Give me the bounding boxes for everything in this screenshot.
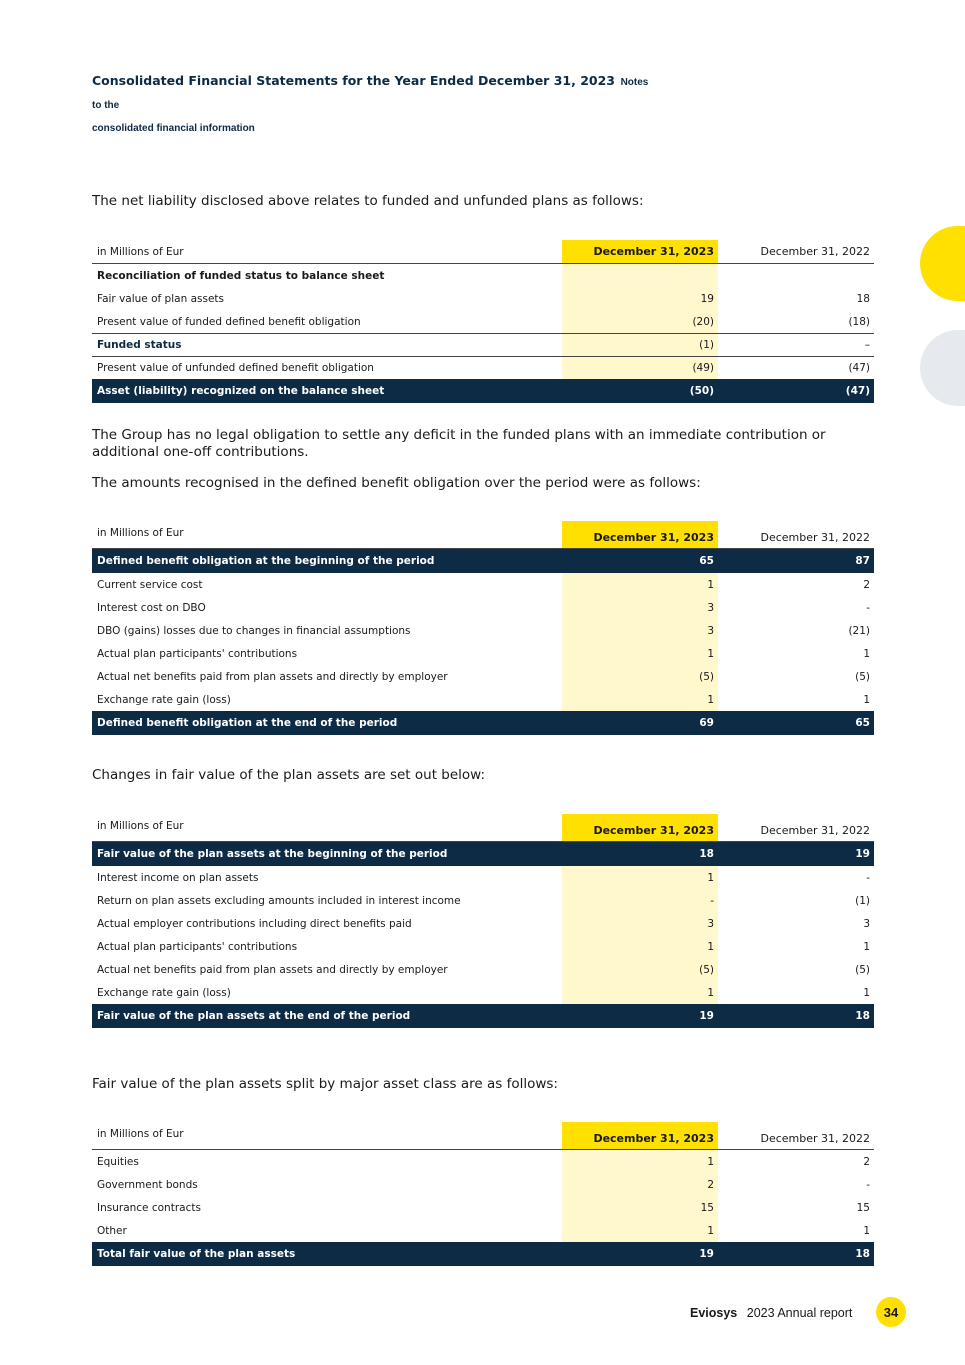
intro-paragraph: The net liability disclosed above relates to funded and unfunded plans as follows:	[92, 193, 644, 209]
row-label: Funded status	[97, 339, 182, 351]
table-total-row	[92, 1242, 874, 1266]
table-row	[92, 935, 874, 958]
value-2023: 2	[562, 1173, 718, 1196]
value-2023: 1	[562, 866, 718, 889]
table-row	[92, 1173, 874, 1196]
table-row	[92, 665, 874, 688]
value-2023: (5)	[562, 665, 718, 688]
value-2023: (49)	[562, 357, 718, 379]
row-label: Other	[97, 1224, 127, 1237]
unit-label: in Millions of Eur	[97, 527, 184, 539]
table-row-funded-status	[92, 333, 874, 356]
table-header-row	[92, 814, 874, 842]
page-footer	[690, 1306, 852, 1320]
value-2022: (5)	[855, 670, 870, 683]
value-2022: (5)	[855, 963, 870, 976]
table-row	[92, 688, 874, 711]
table-row	[92, 958, 874, 981]
value-2023: 1	[562, 981, 718, 1004]
decorative-gray-tab	[920, 330, 965, 406]
row-label: Actual employer contributions including direct benefits paid	[97, 917, 412, 930]
value-2022: 1	[863, 647, 870, 660]
table-row	[92, 1196, 874, 1219]
row-label: Present value of unfunded defined benefit obligation	[97, 362, 374, 374]
col-header-2023: December 31, 2023	[562, 240, 718, 263]
table-row	[92, 981, 874, 1004]
col-header-2023: December 31, 2023	[562, 814, 718, 841]
col-header-2023: December 31, 2023	[562, 1122, 718, 1149]
value-2023: 15	[562, 1196, 718, 1219]
value-2022: (1)	[855, 894, 870, 907]
funded-status-table	[92, 240, 874, 403]
table-header-row	[92, 240, 874, 264]
value-2022: 1	[863, 940, 870, 953]
value-2022: 2	[863, 578, 870, 591]
row-label: Interest cost on DBO	[97, 601, 206, 614]
value-2022: 15	[856, 1201, 870, 1214]
value-2022: 18	[855, 1248, 870, 1260]
value-2022: -	[866, 871, 870, 884]
page-header	[92, 70, 652, 139]
table-row	[92, 573, 874, 596]
row-label: Actual plan participants' contributions	[97, 647, 298, 660]
decorative-yellow-tab	[920, 226, 965, 301]
document-title: Consolidated Financial Statements for the Year Ended December 31, 2023	[92, 73, 615, 88]
value-2023: 1	[562, 573, 718, 596]
table-total-row	[92, 379, 874, 403]
value-2023: 3	[562, 596, 718, 619]
asset-class-paragraph: Fair value of the plan assets split by major asset class are as follows:	[92, 1076, 558, 1092]
table-row	[92, 619, 874, 642]
value-2023: 19	[562, 1242, 718, 1266]
table-total-row	[92, 1004, 874, 1028]
row-label: Total fair value of the plan assets	[97, 1248, 296, 1260]
value-2022: 87	[855, 555, 870, 567]
table-row	[92, 1219, 874, 1242]
value-2023: 1	[562, 1219, 718, 1242]
table-row	[92, 596, 874, 619]
row-label: Asset (liability) recognized on the balance sheet	[97, 385, 385, 397]
table-row	[92, 642, 874, 665]
row-label: Return on plan assets excluding amounts included in interest income	[97, 894, 461, 907]
row-label: Present value of funded defined benefit obligation	[97, 315, 361, 328]
row-label: Defined benefit obligation at the beginning of the period	[97, 555, 435, 567]
row-label: Fair value of the plan assets at the end of the period	[97, 1010, 411, 1022]
row-label: Current service cost	[97, 578, 203, 591]
value-2023: 18	[562, 842, 718, 866]
row-label: Fair value of the plan assets at the beginning of the period	[97, 848, 448, 860]
col-header-2022: December 31, 2022	[760, 245, 870, 258]
value-2022: (21)	[848, 624, 870, 637]
value-2023: 3	[562, 619, 718, 642]
value-2022: 1	[863, 986, 870, 999]
row-label: Government bonds	[97, 1178, 198, 1191]
value-2022: 18	[856, 292, 870, 305]
unit-label: in Millions of Eur	[97, 1128, 184, 1140]
table-row	[92, 310, 874, 333]
col-header-2022: December 31, 2022	[760, 531, 870, 544]
row-label: Equities	[97, 1155, 139, 1168]
row-label: Defined benefit obligation at the end of the period	[97, 717, 398, 729]
table-row	[92, 866, 874, 889]
row-label: DBO (gains) losses due to changes in financial assumptions	[97, 624, 411, 637]
value-2023: -	[562, 889, 718, 912]
table-row	[92, 287, 874, 310]
value-2023: 1	[562, 935, 718, 958]
table-row	[92, 889, 874, 912]
value-2022: -	[866, 1178, 870, 1191]
row-label: Exchange rate gain (loss)	[97, 693, 231, 706]
value-2022: 18	[855, 1010, 870, 1022]
obligation-paragraph: The Group has no legal obligation to settle any deficit in the funded plans with an immediate contribution or additional one-off contributions.	[92, 427, 826, 460]
col-header-2023: December 31, 2023	[562, 521, 718, 548]
table-total-row	[92, 549, 874, 573]
report-name: 2023 Annual report	[746, 1306, 853, 1320]
value-2023: (50)	[562, 379, 718, 403]
asset-class-table	[92, 1122, 874, 1266]
row-label: Actual net benefits paid from plan assets and directly by employer	[97, 670, 448, 683]
table-total-row	[92, 711, 874, 735]
table-row	[92, 356, 874, 379]
value-2023: 1	[562, 1150, 718, 1173]
value-2022: (47)	[845, 385, 870, 397]
plan-assets-table	[92, 814, 874, 1028]
value-2023: (20)	[562, 310, 718, 333]
dbo-table	[92, 521, 874, 735]
value-2022: 1	[863, 693, 870, 706]
row-label: Reconciliation of funded status to balance sheet	[97, 269, 385, 282]
value-2023: (1)	[562, 334, 718, 356]
row-label: Actual net benefits paid from plan assets and directly by employer	[97, 963, 448, 976]
row-label: Insurance contracts	[97, 1201, 201, 1214]
table-header-row	[92, 1122, 874, 1150]
col-header-2022: December 31, 2022	[760, 1132, 870, 1145]
value-2022: 65	[855, 717, 870, 729]
plan-assets-paragraph: Changes in fair value of the plan assets are set out below:	[92, 767, 486, 783]
unit-label: in Millions of Eur	[97, 820, 184, 832]
value-2022: –	[864, 339, 870, 351]
row-label: Interest income on plan assets	[97, 871, 259, 884]
table-row	[92, 264, 874, 287]
unit-label: in Millions of Eur	[97, 245, 184, 258]
value-2022: (47)	[848, 362, 870, 374]
col-header-2022: December 31, 2022	[760, 824, 870, 837]
table-row	[92, 912, 874, 935]
value-2022: 3	[863, 917, 870, 930]
value-2022: -	[866, 601, 870, 614]
section-label-cont: consolidated financial information	[92, 123, 255, 134]
table-row	[92, 1150, 874, 1173]
value-2023	[562, 264, 718, 287]
value-2023: 19	[562, 287, 718, 310]
value-2022: 2	[863, 1155, 870, 1168]
table-header-row	[92, 521, 874, 549]
value-2023: 3	[562, 912, 718, 935]
row-label: Exchange rate gain (loss)	[97, 986, 231, 999]
table-total-row	[92, 842, 874, 866]
value-2022: 1	[863, 1224, 870, 1237]
value-2023: 65	[562, 549, 718, 573]
value-2023: 69	[562, 711, 718, 735]
dbo-intro-paragraph: The amounts recognised in the defined benefit obligation over the period were as follows:	[92, 475, 701, 491]
page-number: 34	[876, 1297, 906, 1327]
value-2023: (5)	[562, 958, 718, 981]
row-label: Fair value of plan assets	[97, 292, 224, 305]
company-name: Eviosys	[690, 1306, 738, 1320]
row-label: Actual plan participants' contributions	[97, 940, 298, 953]
section-label: Notes to the	[92, 77, 649, 111]
value-2022: 19	[855, 848, 870, 860]
value-2022	[718, 264, 874, 287]
value-2022: (18)	[848, 315, 870, 328]
value-2023: 19	[562, 1004, 718, 1028]
value-2023: 1	[562, 642, 718, 665]
value-2023: 1	[562, 688, 718, 711]
